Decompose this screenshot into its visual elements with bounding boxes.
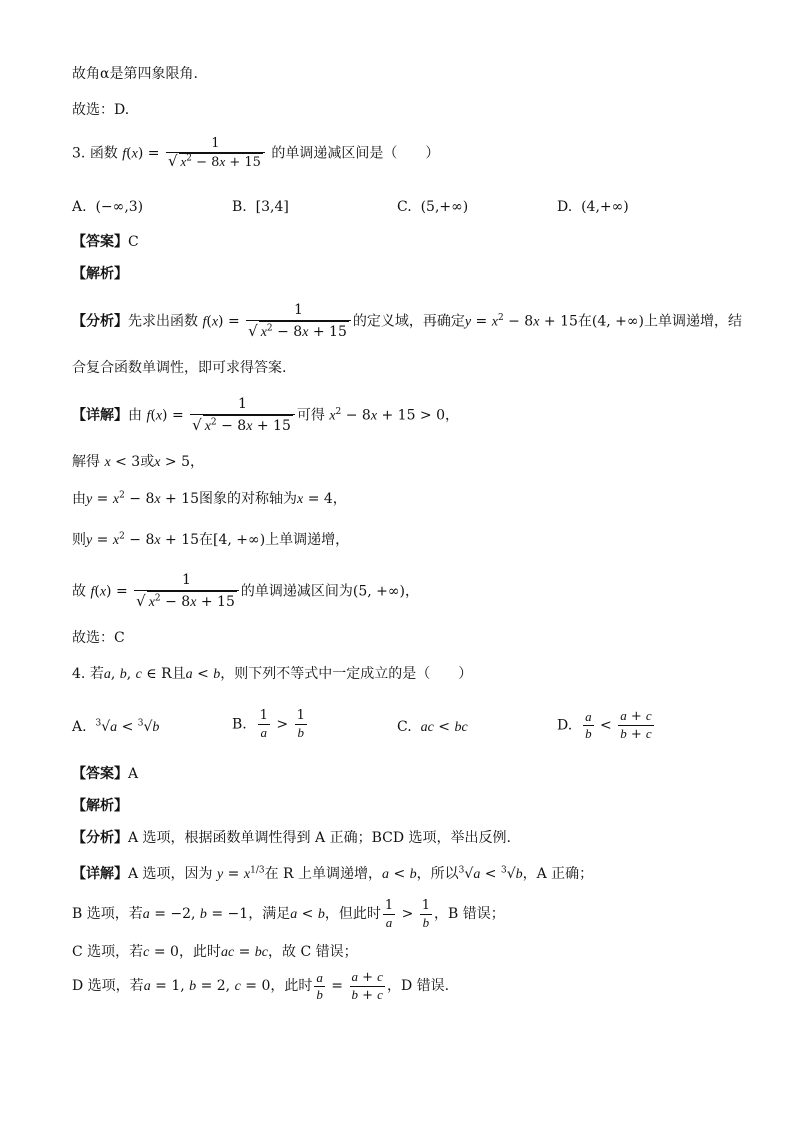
- option-value: (−∞,3): [95, 199, 144, 215]
- detail-text: ，: [332, 491, 347, 507]
- analysis-tag: 【解析】: [72, 266, 128, 282]
- solve-line: 解得 x < 3或x > 5，: [72, 454, 204, 470]
- option-d-q4[interactable]: D. $\frac{a}{b}$ < $\frac{a + c}{b + c}$: [557, 708, 652, 742]
- detail-line-3: 【详解】由 f(x) = $\frac{1}{√ x^2 - 8x + 15}$ 可得 $x^2 - 8x + 15 > 0$，: [72, 394, 459, 437]
- option-label: C.: [397, 719, 412, 735]
- detail-line-4b: B 选项，若a = −2, b = −1，满足a < b，但此时 $\frac{1}{a}$ > $\frac{1}{b}$ ，B 错误；: [72, 897, 505, 930]
- option-label: C.: [397, 199, 412, 215]
- detail-text: 在 R 上单调递增，: [264, 866, 383, 882]
- function-formula: f: [122, 146, 127, 162]
- detail-text: 图象的对称轴为: [199, 491, 298, 507]
- fenxi-text: 先求出函数: [128, 313, 198, 330]
- fenxi-text: 在: [577, 313, 592, 330]
- option-c-q4[interactable]: C. ac < bc: [397, 719, 468, 735]
- question-text: ，则下列不等式中一定成立的是（ ）: [220, 666, 473, 682]
- option-label: D.: [557, 717, 573, 734]
- detail-text: ，A 正确；: [522, 866, 594, 882]
- detail-tag: 【详解】: [72, 407, 128, 424]
- fenxi-tag: 【分析】: [72, 830, 128, 846]
- fraction: $\frac{1}{√ x^2 - 8x + 15}$: [246, 300, 351, 343]
- answer-line-3: [72, 232, 139, 252]
- fenxi-line-4: [72, 828, 511, 848]
- fenxi-text: 上单调递增，结: [644, 313, 743, 330]
- increase-line: 则$y = x^2 - 8x + 15$在[4, +∞)上单调递增，: [72, 531, 350, 548]
- option-value: [3,4]: [255, 199, 289, 215]
- fenxi-text: 的定义域，再确定: [352, 313, 465, 330]
- fenxi-line-3: 【分析】先求出函数 f(x) = $\frac{1}{√ x^2 - 8x + 15}$ 的定义域，再确定$y = x^2 - 8x + 15$在(4, +∞)上单调递增，结: [72, 300, 742, 343]
- detail-text: ，D 错误.: [386, 978, 450, 994]
- quadrant-conclusion: 故角α是第四象限角.: [72, 66, 198, 82]
- option-a-q4[interactable]: A. $^3$√a < $^3$√b: [72, 718, 160, 735]
- option-a[interactable]: [72, 196, 143, 218]
- detail-text: 则: [72, 532, 86, 548]
- detail-text: ，: [445, 407, 460, 424]
- question-number: 4.: [72, 666, 86, 682]
- detail-tag: 【详解】: [72, 866, 128, 882]
- detail-text: B 选项，若: [72, 906, 143, 922]
- answer-value: A: [128, 766, 139, 782]
- detail-line-4d: D 选项，若a = 1, b = 2, c = 0，此时 $\frac{a}{b}$ = $\frac{a + c}{b + c}$ ，D 错误.: [72, 968, 450, 1003]
- option-value: (5,+∞): [420, 199, 469, 215]
- option-label: D.: [557, 199, 573, 215]
- detail-text: ，但此时: [324, 906, 381, 922]
- detail-text: D 选项，若: [72, 978, 144, 994]
- detail-text: 的单调递减区间为: [240, 583, 353, 600]
- detail-text: 解得: [72, 454, 100, 470]
- detail-text: ，: [404, 583, 419, 600]
- detail-text: ，B 错误；: [434, 906, 505, 922]
- question-text: 的单调递减区间是（ ）: [271, 145, 440, 162]
- option-label: B.: [232, 716, 247, 733]
- question-text: 函数: [89, 145, 118, 162]
- option-c[interactable]: [397, 196, 468, 218]
- answer-value: C: [128, 234, 139, 250]
- detail-text: ，: [189, 454, 204, 470]
- option-label: A.: [72, 719, 87, 735]
- conclusion-line-3: 故 f(x) = $\frac{1}{√ x^2 - 8x + 15}$ 的单调递减区间为(5, +∞)，: [72, 570, 419, 613]
- fraction: $\frac{1}{√ x^2 - 8x + 15}$: [166, 136, 265, 171]
- detail-text: 可得: [296, 407, 325, 424]
- fenxi-text: 合复合函数单调性，即可求得答案.: [72, 360, 287, 376]
- fenxi-text: A 选项，根据函数单调性得到 A 正确；BCD 选项，举出反例.: [128, 830, 511, 846]
- analysis-line-4: [72, 796, 128, 816]
- question-4-stem: 4. 若a, b, c ∈ R且a < b，则下列不等式中一定成立的是（ ）: [72, 666, 473, 682]
- option-b[interactable]: [232, 196, 289, 218]
- detail-text: 故: [72, 583, 86, 600]
- detail-line-4c: C 选项，若c = 0，此时ac = bc，故 C 错误；: [72, 944, 358, 960]
- detail-text: 或: [140, 454, 155, 470]
- fenxi-line-3b: [72, 358, 286, 378]
- detail-text: C 选项，若: [72, 944, 144, 960]
- fenxi-tag: 【分析】: [72, 313, 128, 330]
- question-number: 3.: [72, 145, 86, 162]
- option-b-q4[interactable]: B. $\frac{1}{a}$ > $\frac{1}{b}$: [232, 708, 305, 740]
- option-value: (4,+∞): [581, 199, 629, 215]
- detail-text: 由: [128, 407, 142, 424]
- analysis-line-3: [72, 264, 128, 284]
- text-line-choose-d: [72, 100, 129, 120]
- detail-text: ，故 C 错误；: [268, 944, 358, 960]
- fraction: $\frac{1}{√ x^2 - 8x + 15}$: [190, 394, 295, 437]
- detail-text: ，所以: [416, 866, 459, 882]
- option-label: A.: [72, 199, 87, 215]
- choose-d-text: 故选：D.: [72, 102, 130, 118]
- option-label: B.: [232, 199, 247, 215]
- question-text: 且: [171, 666, 186, 682]
- choose-text: 故选：C: [72, 630, 125, 646]
- answer-tag: 【答案】: [72, 234, 128, 250]
- detail-text: A 选项，因为: [128, 866, 213, 882]
- answer-line-4: [72, 764, 138, 784]
- text-line-quadrant: [72, 64, 198, 84]
- symmetry-line: 由$y = x^2 - 8x + 15$图象的对称轴为x = 4，: [72, 490, 347, 507]
- answer-tag: 【答案】: [72, 766, 128, 782]
- detail-text: 由: [72, 491, 86, 507]
- detail-text: 在: [199, 532, 214, 548]
- detail-line-4a: 【详解】A 选项，因为 $y = x^{1/3}$在 R 上单调递增，a < b，所以$^3$√a < $^3$√b，A 正确；: [72, 865, 594, 882]
- question-text: 若: [89, 666, 104, 682]
- detail-text: 上单调递增，: [265, 532, 350, 548]
- question-3-stem: 3. 函数 f(x) = $\frac{1}{√ x^2 - 8x + 15}$ 的单调递减区间是（ ）: [72, 136, 440, 170]
- detail-text: ，此时: [178, 944, 221, 960]
- analysis-tag: 【解析】: [72, 798, 128, 814]
- detail-text: ，满足: [248, 906, 291, 922]
- choose-c-line: [72, 628, 125, 648]
- option-d[interactable]: [557, 196, 629, 218]
- detail-text: ，此时: [270, 978, 313, 994]
- fraction: $\frac{1}{√ x^2 - 8x + 15}$: [134, 570, 239, 613]
